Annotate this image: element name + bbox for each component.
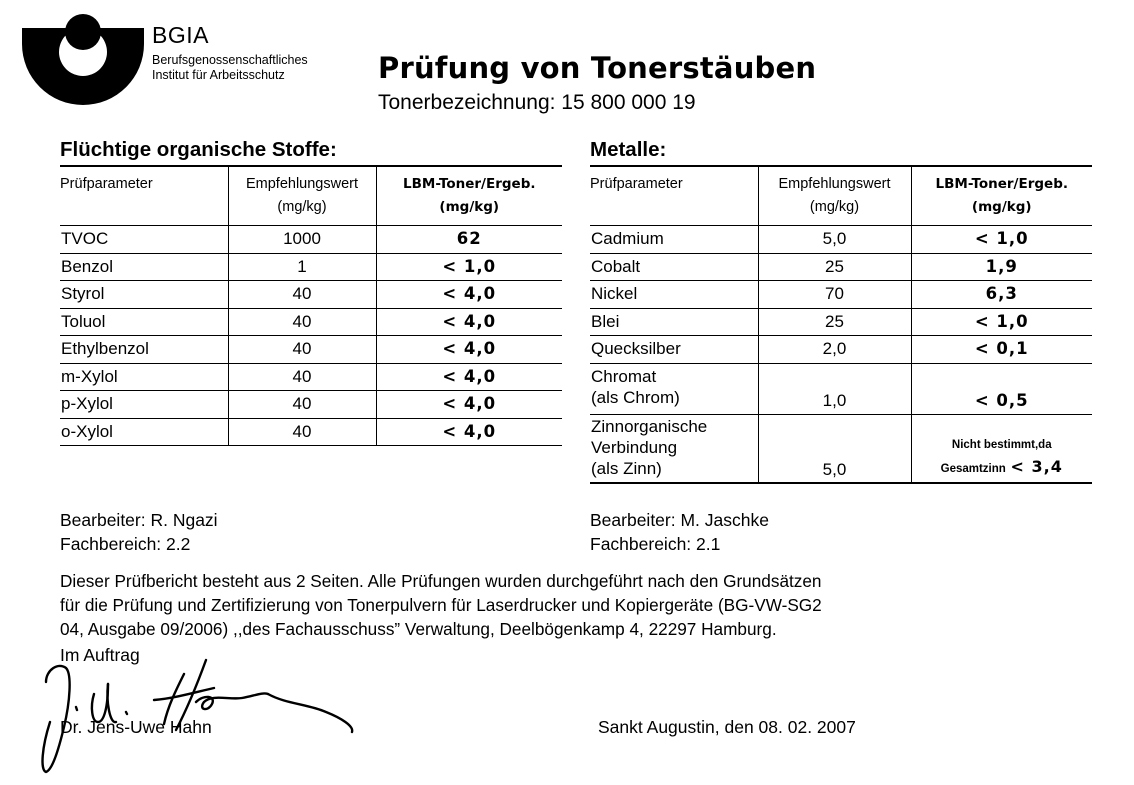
toner-designation: Tonerbezeichnung: 15 800 000 19 — [378, 91, 696, 114]
metal-param: Nickel — [590, 281, 758, 309]
voc-result: < 4,0 — [376, 336, 562, 364]
voc-param: o-Xylol — [60, 418, 228, 446]
metal-param-chromat: Chromat (als Chrom) — [590, 363, 758, 414]
metals-table-header — [590, 166, 1092, 226]
metals-col-recommended: Empfehlungswert (mg/kg) — [758, 166, 911, 226]
org-name: BGIA — [152, 22, 209, 48]
voc-param: TVOC — [60, 226, 228, 254]
metal-param-zinn: Zinnorganische Verbindung (als Zinn) — [590, 414, 758, 483]
metal-param: Cobalt — [590, 253, 758, 281]
metal-rec: 5,0 — [758, 414, 911, 483]
metals-table — [590, 165, 1092, 484]
zinn-note-2: Gesamtzinn — [940, 462, 1006, 475]
voc-param: p-Xylol — [60, 391, 228, 419]
metal-result: < 0,5 — [911, 363, 1092, 414]
metal-result: 6,3 — [911, 281, 1092, 309]
page-title: Prüfung von Tonerstäuben — [378, 51, 817, 85]
voc-result: < 4,0 — [376, 281, 562, 309]
place-date: Sankt Augustin, den 08. 02. 2007 — [598, 717, 856, 737]
voc-fachbereich: Fachbereich: 2.2 — [60, 534, 191, 554]
voc-param: m-Xylol — [60, 363, 228, 391]
zinn-note: Nicht bestimmt,da — [951, 438, 1052, 451]
table-row — [60, 226, 562, 254]
metal-param: Blei — [590, 308, 758, 336]
voc-rec: 1000 — [228, 226, 376, 254]
voc-result: < 4,0 — [376, 418, 562, 446]
voc-rec: 40 — [228, 363, 376, 391]
voc-param: Ethylbenzol — [60, 336, 228, 364]
im-auftrag: Im Auftrag — [60, 645, 140, 665]
metal-result: < 1,0 — [911, 226, 1092, 254]
voc-result: < 4,0 — [376, 391, 562, 419]
voc-result: 62 — [376, 226, 562, 254]
table-row — [590, 336, 1092, 364]
metals-section-title: Metalle: — [590, 138, 667, 161]
signatory-name: Dr. Jens-Uwe Hahn — [60, 717, 212, 737]
table-row — [60, 363, 562, 391]
metals-col-param: Prüfparameter — [590, 166, 758, 226]
voc-section-title: Flüchtige organische Stoffe: — [60, 138, 337, 161]
bgia-logo — [22, 14, 144, 110]
voc-result: < 4,0 — [376, 308, 562, 336]
metal-result-zinn — [911, 414, 1092, 483]
metal-result: 1,9 — [911, 253, 1092, 281]
metal-rec: 70 — [758, 281, 911, 309]
voc-table — [60, 165, 562, 446]
voc-rec: 40 — [228, 308, 376, 336]
table-row — [60, 418, 562, 446]
table-row — [590, 226, 1092, 254]
voc-rec: 40 — [228, 336, 376, 364]
table-row — [590, 308, 1092, 336]
voc-rec: 1 — [228, 253, 376, 281]
voc-result: < 4,0 — [376, 363, 562, 391]
table-row — [590, 253, 1092, 281]
table-row — [590, 363, 1092, 414]
voc-result: < 1,0 — [376, 253, 562, 281]
metal-rec: 5,0 — [758, 226, 911, 254]
metal-param: Cadmium — [590, 226, 758, 254]
zinn-value: < 3,4 — [1010, 456, 1063, 476]
metal-rec: 1,0 — [758, 363, 911, 414]
voc-param: Benzol — [60, 253, 228, 281]
metal-result: < 1,0 — [911, 308, 1092, 336]
metal-param: Quecksilber — [590, 336, 758, 364]
table-row — [60, 391, 562, 419]
org-line-2: Institut für Arbeitsschutz — [152, 68, 285, 82]
voc-col-recommended: Empfehlungswert (mg/kg) — [228, 166, 376, 226]
voc-table-header — [60, 166, 562, 226]
metal-rec: 25 — [758, 253, 911, 281]
metals-fachbereich: Fachbereich: 2.1 — [590, 534, 721, 554]
voc-rec: 40 — [228, 281, 376, 309]
org-line-1: Berufsgenossenschaftliches — [152, 53, 308, 67]
metal-result: < 0,1 — [911, 336, 1092, 364]
handwritten-signature — [36, 652, 366, 777]
table-row — [60, 281, 562, 309]
metal-rec: 2,0 — [758, 336, 911, 364]
table-row — [60, 336, 562, 364]
table-row — [60, 253, 562, 281]
voc-col-result: LBM-Toner/Ergeb. (mg/kg) — [403, 176, 536, 215]
voc-col-param: Prüfparameter — [60, 166, 228, 226]
voc-param: Styrol — [60, 281, 228, 309]
table-row — [590, 281, 1092, 309]
metals-bearbeiter: Bearbeiter: M. Jaschke — [590, 510, 769, 530]
voc-bearbeiter: Bearbeiter: R. Ngazi — [60, 510, 218, 530]
metal-rec: 25 — [758, 308, 911, 336]
voc-param: Toluol — [60, 308, 228, 336]
metals-col-result: LBM-Toner/Ergeb. (mg/kg) — [935, 176, 1068, 215]
voc-rec: 40 — [228, 391, 376, 419]
table-row — [60, 308, 562, 336]
table-row — [590, 414, 1092, 483]
voc-rec: 40 — [228, 418, 376, 446]
report-statement: Dieser Prüfbericht besteht aus 2 Seiten. Alle Prüfungen wurden durchgeführt nach den Grundsätzen für die Prüfung und Zertifizierung von Tonerpulvern für Laserdrucker und Kopiergeräte (BG-VW-SG2 04, Ausgabe 09/2006) ,,des Fachausschuss” Verwaltung, Deelbögenkamp 4, 22297 Hamburg. — [60, 571, 822, 639]
